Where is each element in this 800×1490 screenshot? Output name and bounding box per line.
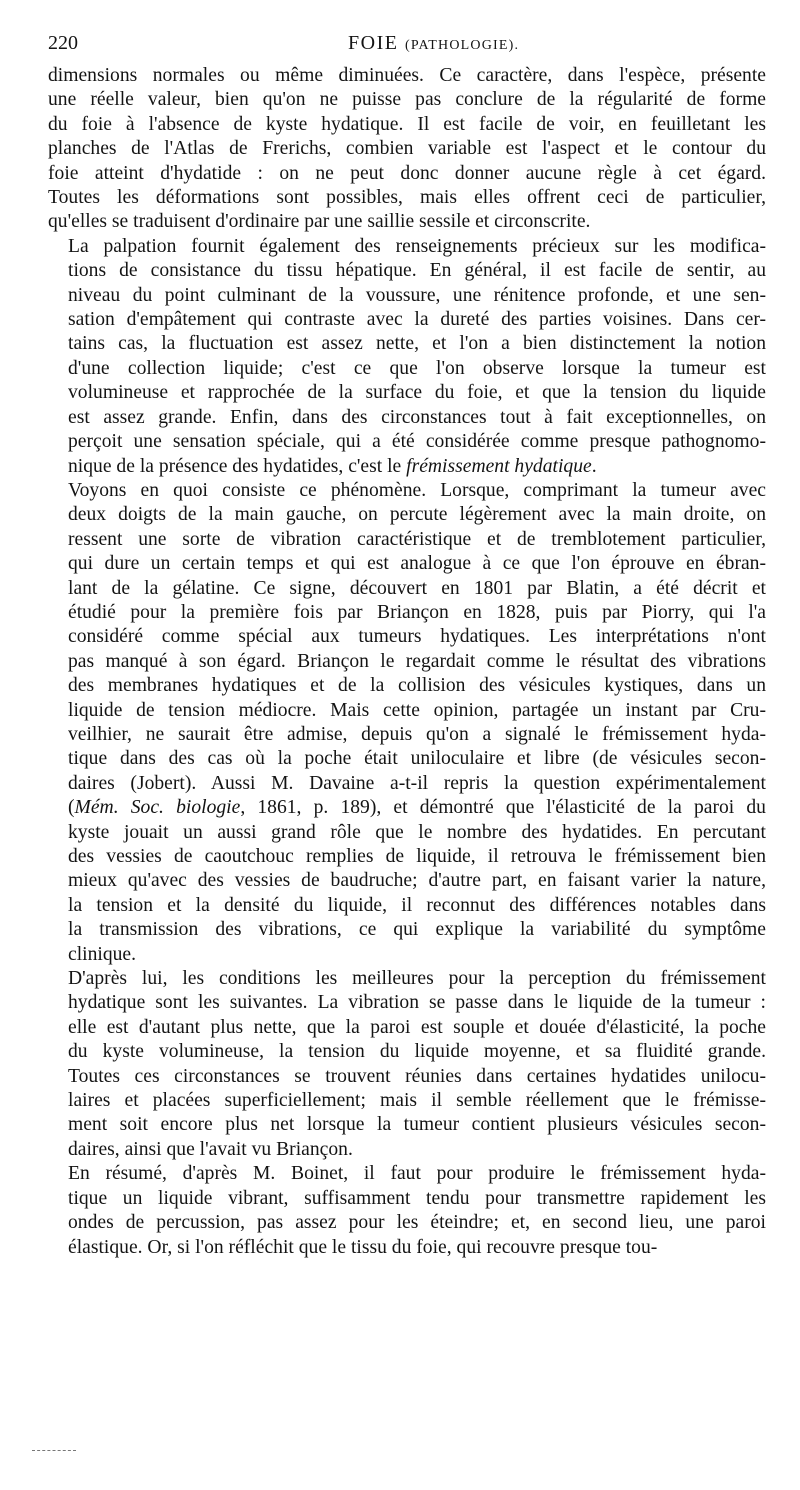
text-line: la transmission des vibrations, ce qui explique la variabilité du symptôme: [68, 919, 766, 941]
paragraph: [48, 479, 766, 967]
text-line: planches de l'Atlas de Frerichs, combien variable est l'aspect et le contour du: [48, 138, 766, 160]
paragraph: [48, 235, 766, 479]
text-line: ment soit encore plus net lorsque la tumeur contient plusieurs vésicules secon-: [68, 1114, 766, 1136]
italic-citation: Mém. Soc. biologie: [74, 797, 241, 819]
text-line: qu'elles se traduisent d'ordinaire par une saillie sessile et circonscrite.: [48, 211, 591, 233]
text-line: une réelle valeur, bien qu'on ne puisse pas conclure de la régularité de forme: [48, 89, 766, 111]
text-line: dimensions normales ou même diminuées. Ce caractère, dans l'espèce, présente: [48, 65, 766, 86]
paragraph: [48, 1162, 766, 1260]
footer-rule: [32, 1450, 76, 1451]
text-line: pas manqué à son égard. Briançon le regardait comme le résultat des vibrations: [68, 650, 766, 672]
text-line: tique dans des cas où la poche était uniloculaire et libre (de vésicules secon-: [68, 748, 766, 770]
text-line: tions de consistance du tissu hépatique. En général, il est facile de sentir, au: [68, 260, 766, 282]
text-line: Toutes les déformations sont possibles, mais elles offrent ceci de particulier,: [48, 187, 766, 209]
paragraph: [48, 967, 766, 1162]
page-number: 220: [48, 32, 78, 54]
italic-term: frémissement hydatique: [406, 455, 592, 477]
text-line: D'après lui, les conditions les meilleures pour la perception du frémissement: [68, 968, 766, 990]
text-line: kyste jouait un aussi grand rôle que le nombre des hydatides. En percutant: [68, 821, 766, 843]
text-line: volumineuse et rapprochée de la surface du foie, et que la tension du liquide: [68, 382, 766, 404]
text-line: sation d'empâtement qui contraste avec la dureté des parties voisines. Dans cer-: [68, 309, 766, 331]
text-line: niveau du point culminant de la voussure, une rénitence profonde, et une sen-: [68, 284, 766, 306]
text-line: liquide de tension médiocre. Mais cette opinion, partagée un instant par Cru-: [68, 699, 766, 721]
text-line: d'une collection liquide; c'est ce que l'on observe lorsque la tumeur est: [68, 357, 766, 379]
text-line: clinique.: [68, 943, 137, 965]
running-title-subtitle: (PATHOLOGIE).: [404, 38, 520, 53]
text-line: la tension et la densité du liquide, il reconnut des différences notables dans: [68, 894, 766, 916]
text-line: laires et placées superficiellement; mais il semble réellement que le frémisse-: [68, 1090, 766, 1112]
text-line: hydatique sont les suivantes. La vibration se passe dans le liquide de la tumeur :: [68, 992, 766, 1014]
text-line: du foie à l'absence de kyste hydatique. Il est facile de voir, en feuilletant les: [48, 113, 766, 135]
running-head: [36, 32, 776, 60]
text-line: veilhier, ne saurait être admise, depuis qu'on a signalé le frémissement hyda-: [68, 723, 766, 745]
text-line: des vessies de caoutchouc remplies de liquide, il retrouva le frémissement bien: [68, 846, 766, 867]
text-line: (Mém. Soc. biologie, 1861, p. 189), et démontré que l'élasticité de la paroi du: [68, 797, 766, 819]
text-line: tique un liquide vibrant, suffisamment tendu pour transmettre rapidement les: [68, 1187, 766, 1209]
text-line: La palpation fournit également des renseignements précieux sur les modifica-: [68, 235, 766, 257]
text-line: foie atteint d'hydatide : on ne peut donc donner aucune règle à cet égard.: [48, 162, 766, 184]
text-line: ondes de percussion, pas assez pour les éteindre; et, en second lieu, une paroi: [68, 1212, 766, 1234]
text-line: tains cas, la fluctuation est assez nette, et l'on a bien distinctement la notion: [68, 333, 766, 355]
text-line: deux doigts de la main gauche, on percute légèrement avec la main droite, on: [68, 504, 766, 526]
text-line: qui dure un certain temps et qui est analogue à ce que l'on éprouve en ébran-: [68, 553, 766, 575]
text-line: élastique. Or, si l'on réfléchit que le tissu du foie, qui recouvre presque tou-: [68, 1236, 658, 1258]
text-line: Voyons en quoi consiste ce phénomène. Lorsque, comprimant la tumeur avec: [68, 479, 766, 501]
text-line: lant de la gélatine. Ce signe, découvert en 1801 par Blatin, a été décrit et: [68, 577, 766, 599]
text-line: des membranes hydatiques et de la collision des vésicules kystiques, dans un: [68, 675, 766, 697]
paragraph: [48, 64, 766, 235]
text-line: ressent une sorte de vibration caractéristique et de tremblotement particulier,: [68, 528, 766, 550]
body-text: [48, 64, 766, 1260]
text-line: perçoit une sensation spéciale, qui a été considérée comme presque pathognomo-: [68, 431, 766, 453]
text-line: elle est d'autant plus nette, que la paroi est souple et douée d'élasticité, la poche: [68, 1016, 766, 1038]
text-line: étudié pour la première fois par Briançon en 1828, puis par Piorry, qui l'a: [68, 601, 766, 623]
text-line: En résumé, d'après M. Boinet, il faut pour produire le frémissement hyda-: [68, 1163, 766, 1185]
text-line: est assez grande. Enfin, dans des circonstances tout à fait exceptionnelles, on: [68, 406, 766, 428]
text-line: Toutes ces circonstances se trouvent réunies dans certaines hydatides unilocu-: [68, 1065, 766, 1087]
running-title: [348, 32, 519, 55]
running-title-main: FOIE: [348, 32, 399, 54]
text-line: considéré comme spécial aux tumeurs hydatiques. Les interprétations n'ont: [68, 626, 766, 648]
text-line: daires, ainsi que l'avait vu Briançon.: [68, 1138, 353, 1160]
text-line: nique de la présence des hydatides, c'est le frémissement hydatique.: [68, 455, 597, 477]
text-line: du kyste volumineuse, la tension du liquide moyenne, et sa fluidité grande.: [68, 1041, 766, 1063]
text-line: daires (Jobert). Aussi M. Davaine a-t-il repris la question expérimentalement: [68, 772, 766, 794]
text-line: mieux qu'avec des vessies de baudruche; d'autre part, en faisant varier la nature,: [68, 870, 766, 892]
